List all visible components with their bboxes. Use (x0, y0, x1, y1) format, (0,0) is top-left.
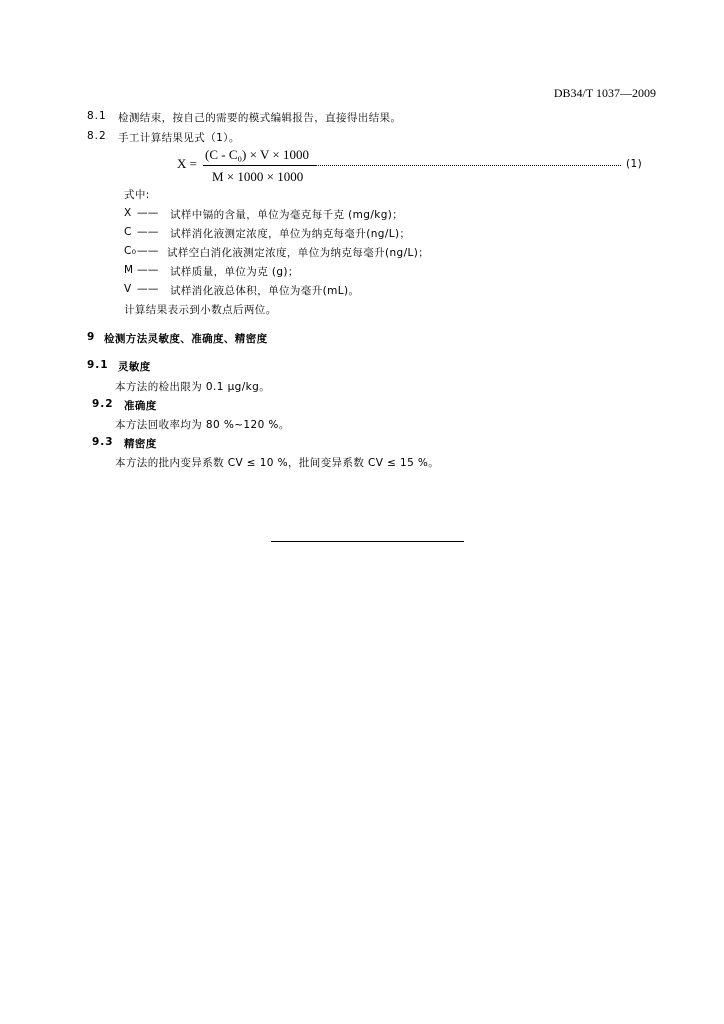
formula-denominator: M × 1000 × 1000 (212, 169, 304, 184)
end-rule (271, 541, 464, 542)
section-number-9-3: 9.3 (92, 436, 114, 448)
section-9-2-title: 准确度 (124, 400, 157, 412)
symbol-c: C (124, 226, 132, 238)
symbol-c0: C₀ (124, 245, 137, 257)
symbol-m: M (124, 264, 134, 276)
formula-lhs: X = (177, 156, 197, 171)
symbol-dash: —— (137, 283, 159, 295)
section-number-9: 9 (87, 331, 96, 343)
rounding-note: 计算结果表示到小数点后两位。 (124, 304, 277, 316)
symbol-v-desc: 试样消化液总体积，单位为毫升(mL)。 (170, 285, 360, 297)
section-number-9-1: 9.1 (87, 359, 109, 371)
leader-dots (318, 165, 621, 166)
symbol-v: V (124, 283, 132, 295)
section-number-9-2: 9.2 (92, 398, 114, 410)
section-8-1-text: 检测结束，按自己的需要的模式编辑报告，直接得出结果。 (118, 112, 402, 124)
symbol-dash: —— (137, 245, 159, 257)
symbol-dash: —— (137, 207, 159, 219)
equation-number: (1) (626, 158, 643, 170)
symbol-c-desc: 试样消化液测定浓度，单位为纳克每毫升(ng/L)； (170, 228, 411, 240)
section-number-8-1: 8.1 (87, 110, 107, 122)
symbol-c0-desc: 试样空白消化液测定浓度，单位为纳克每毫升(ng/L)； (167, 247, 430, 259)
symbol-dash: —— (137, 226, 159, 238)
section-9-3-title: 精密度 (124, 438, 157, 450)
document-code: DB34/T 1037—2009 (553, 86, 656, 100)
section-9-title: 检测方法灵敏度、准确度、精密度 (104, 333, 268, 345)
symbol-x-desc: 试样中镉的含量，单位为毫克每千克 (mg/kg)； (170, 209, 404, 221)
symbol-x: X (124, 207, 132, 219)
section-number-8-2: 8.2 (87, 130, 107, 142)
symbol-dash: —— (137, 264, 159, 276)
section-8-2-text: 手工计算结果见式（1）。 (118, 132, 240, 144)
section-9-2-text: 本方法回收率均为 80 %~120 %。 (115, 419, 290, 431)
where-label: 式中: (124, 189, 150, 201)
section-9-1-text: 本方法的检出限为 0.1 μg/kg。 (115, 381, 271, 393)
fraction-bar (203, 165, 317, 166)
formula-numerator: (C - C₀) × V × 1000 (205, 147, 309, 162)
section-9-1-title: 灵敏度 (118, 361, 151, 373)
section-9-3-text: 本方法的批内变异系数 CV ≤ 10 %，批间变异系数 CV ≤ 15 %。 (115, 457, 440, 469)
symbol-m-desc: 试样质量，单位为克 (g)； (170, 266, 299, 278)
